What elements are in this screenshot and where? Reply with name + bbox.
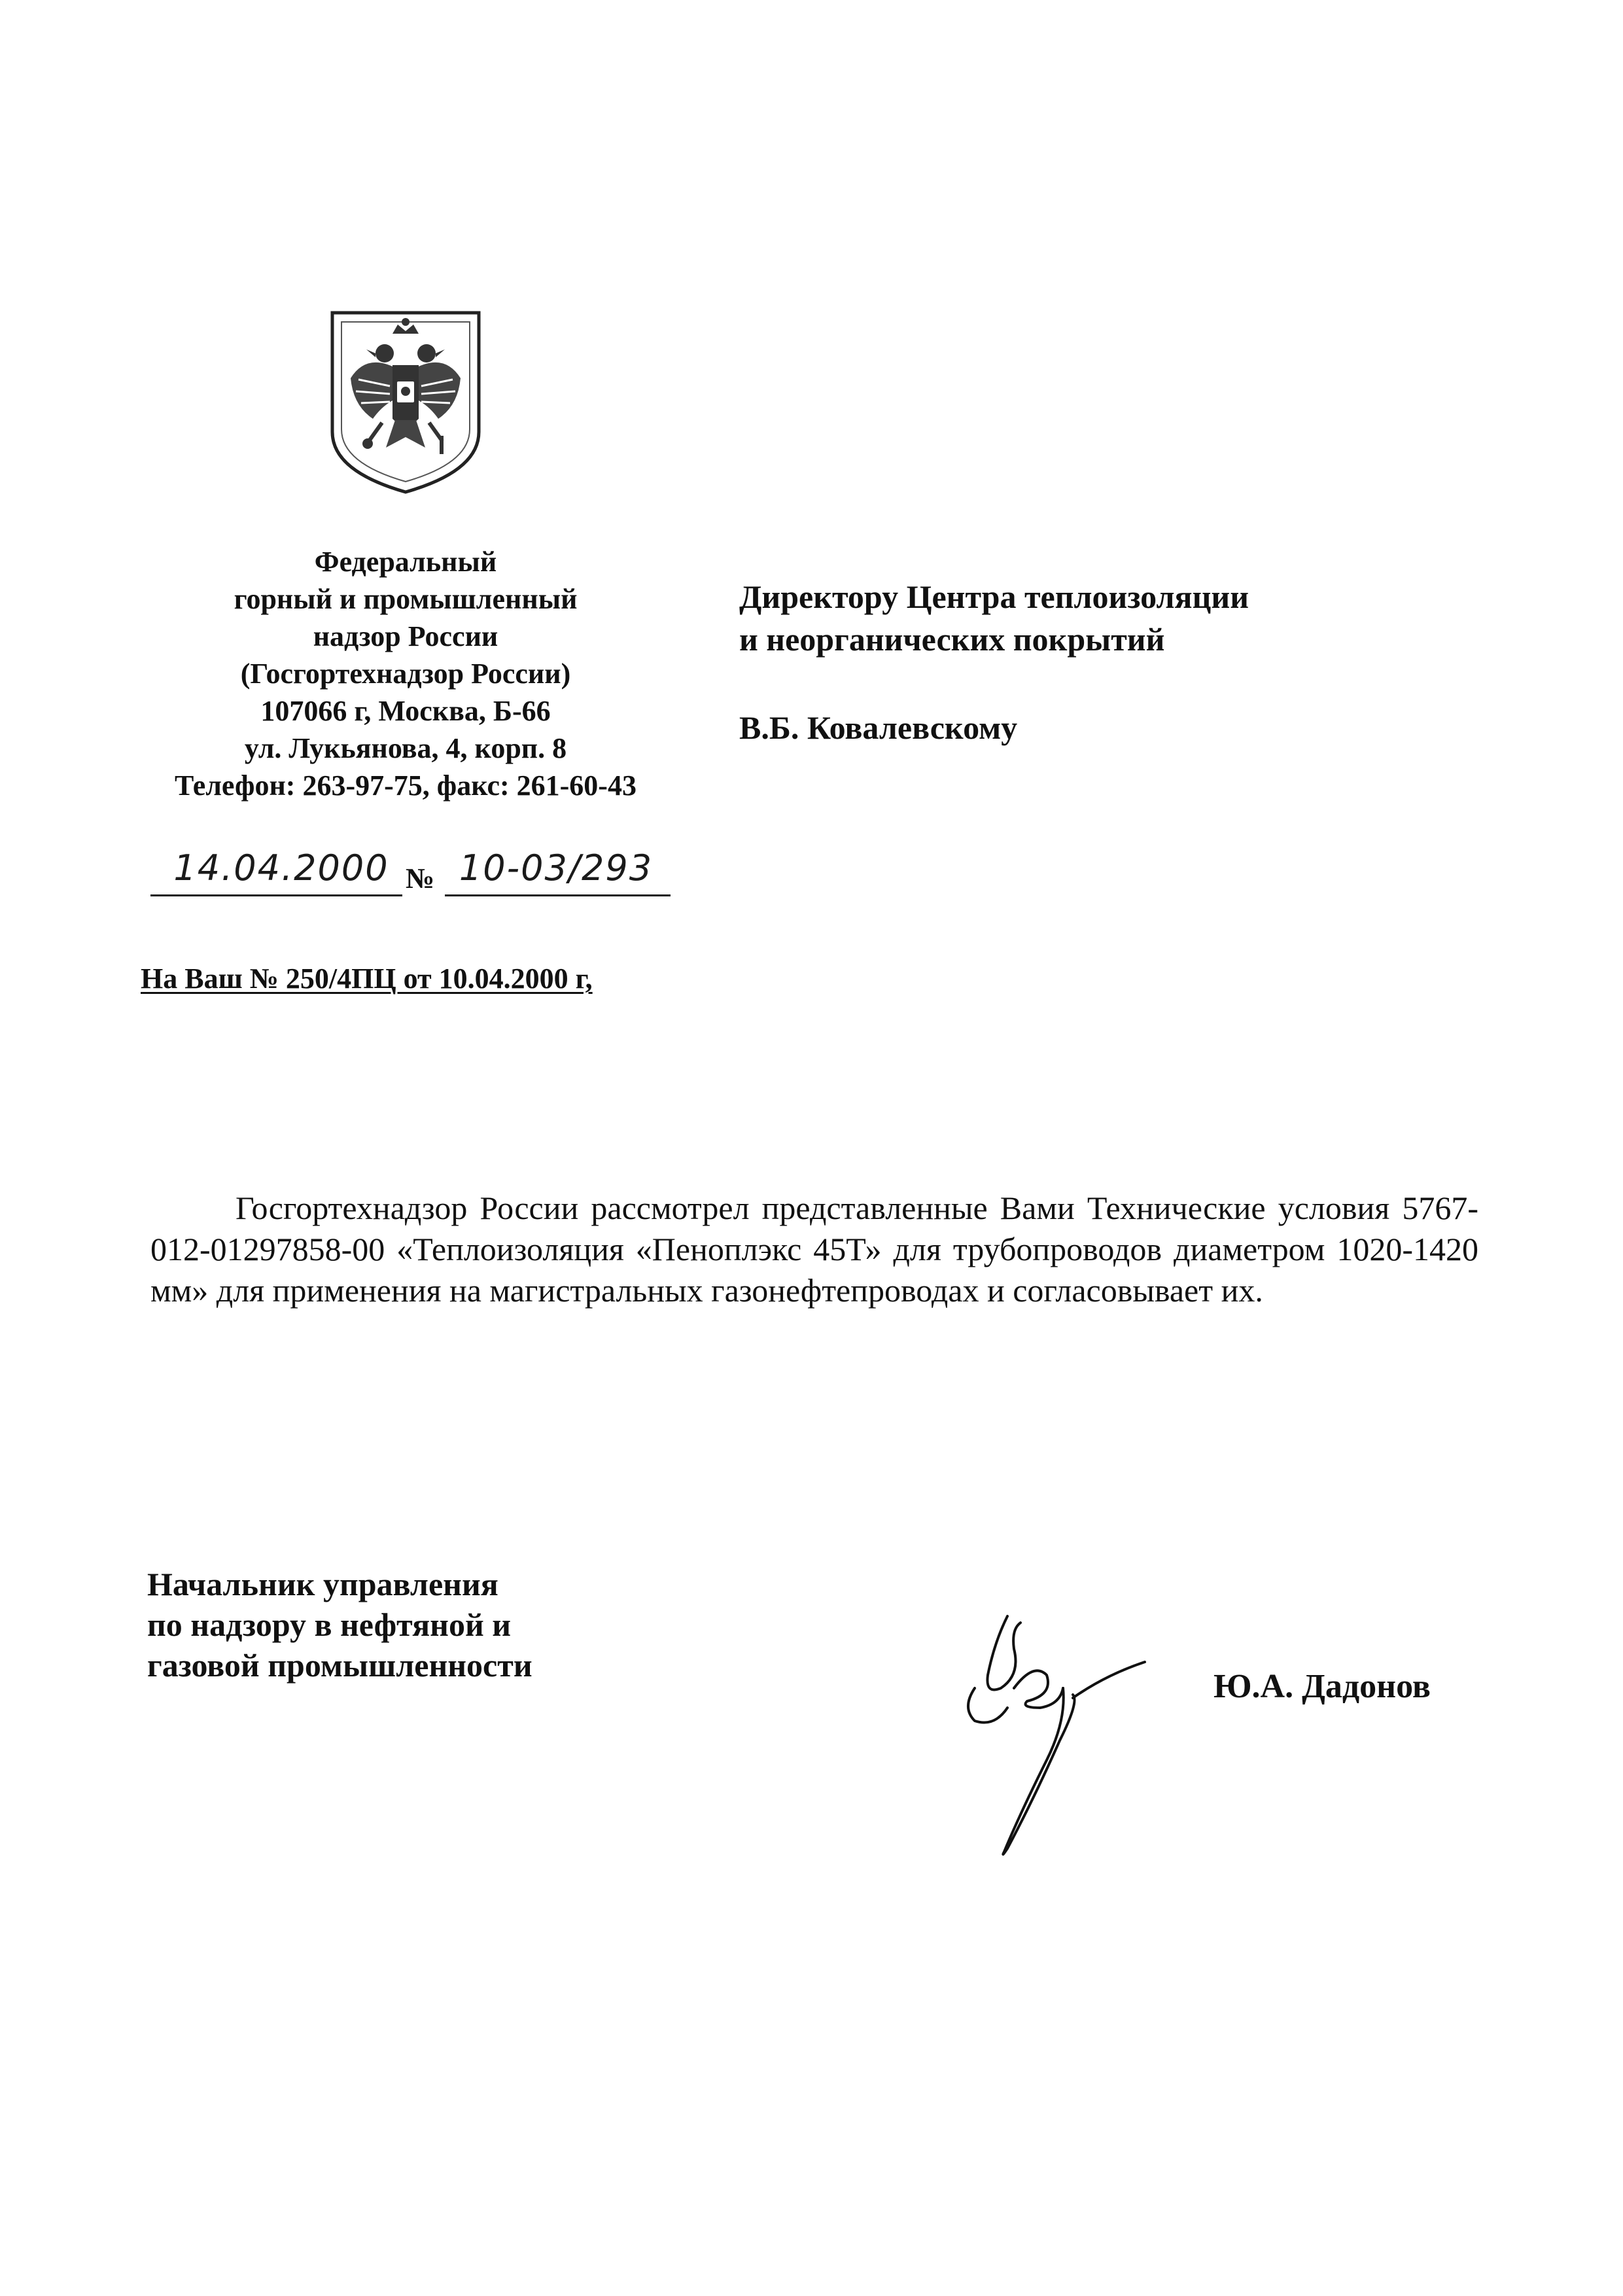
- reply-reference: На Ваш № 250/4ПЦ от 10.04.2000 г,: [141, 963, 593, 995]
- signer-title-line: газовой промышленности: [147, 1647, 532, 1684]
- letter-body: Госгортехнадзор России рассмотрел представленные Вами Технические условия 5767-012-01297858-00 «Теплоизоляция «Пеноплэкс 45Т» для трубопроводов диаметром 1020-1420 мм» для применения на магистральных газонефтепроводах и согласовывает их.: [150, 1190, 1478, 1309]
- addressee-block: [739, 576, 1459, 749]
- signer-title-line: Начальник управления: [147, 1566, 498, 1602]
- signer-title: [147, 1564, 532, 1686]
- sender-phone: Телефон: 263-97-75, факс: 261-60-43: [175, 769, 637, 802]
- addressee-line: Директору Центра теплоизоляции: [739, 578, 1249, 615]
- number-label: №: [406, 862, 435, 894]
- sender-line: (Госгортехнадзор России): [240, 658, 571, 690]
- registration-number: 10-03/293: [459, 847, 654, 889]
- addressee-line: и неорганических покрытий: [739, 621, 1165, 658]
- sender-address: ул. Лукьянова, 4, корп. 8: [244, 732, 567, 764]
- signer-name: Ю.А. Дадонов: [1213, 1668, 1431, 1705]
- sender-line: горный и промышленный: [234, 583, 578, 615]
- sender-address: 107066 г, Москва, Б-66: [260, 695, 551, 727]
- date-underline: [150, 894, 402, 896]
- number-underline: [445, 894, 671, 896]
- sender-line: надзор России: [313, 620, 498, 652]
- russian-coat-of-arms-icon: [327, 308, 484, 497]
- sender-block: [118, 543, 693, 804]
- handwritten-signature-icon: [949, 1590, 1164, 1865]
- addressee-name: В.Б. Ковалевскому: [739, 709, 1018, 746]
- sender-line: Федеральный: [314, 546, 497, 578]
- registration-date: 14.04.2000: [173, 847, 389, 889]
- signer-title-line: по надзору в нефтяной и: [147, 1606, 512, 1643]
- registration-line: [150, 847, 674, 906]
